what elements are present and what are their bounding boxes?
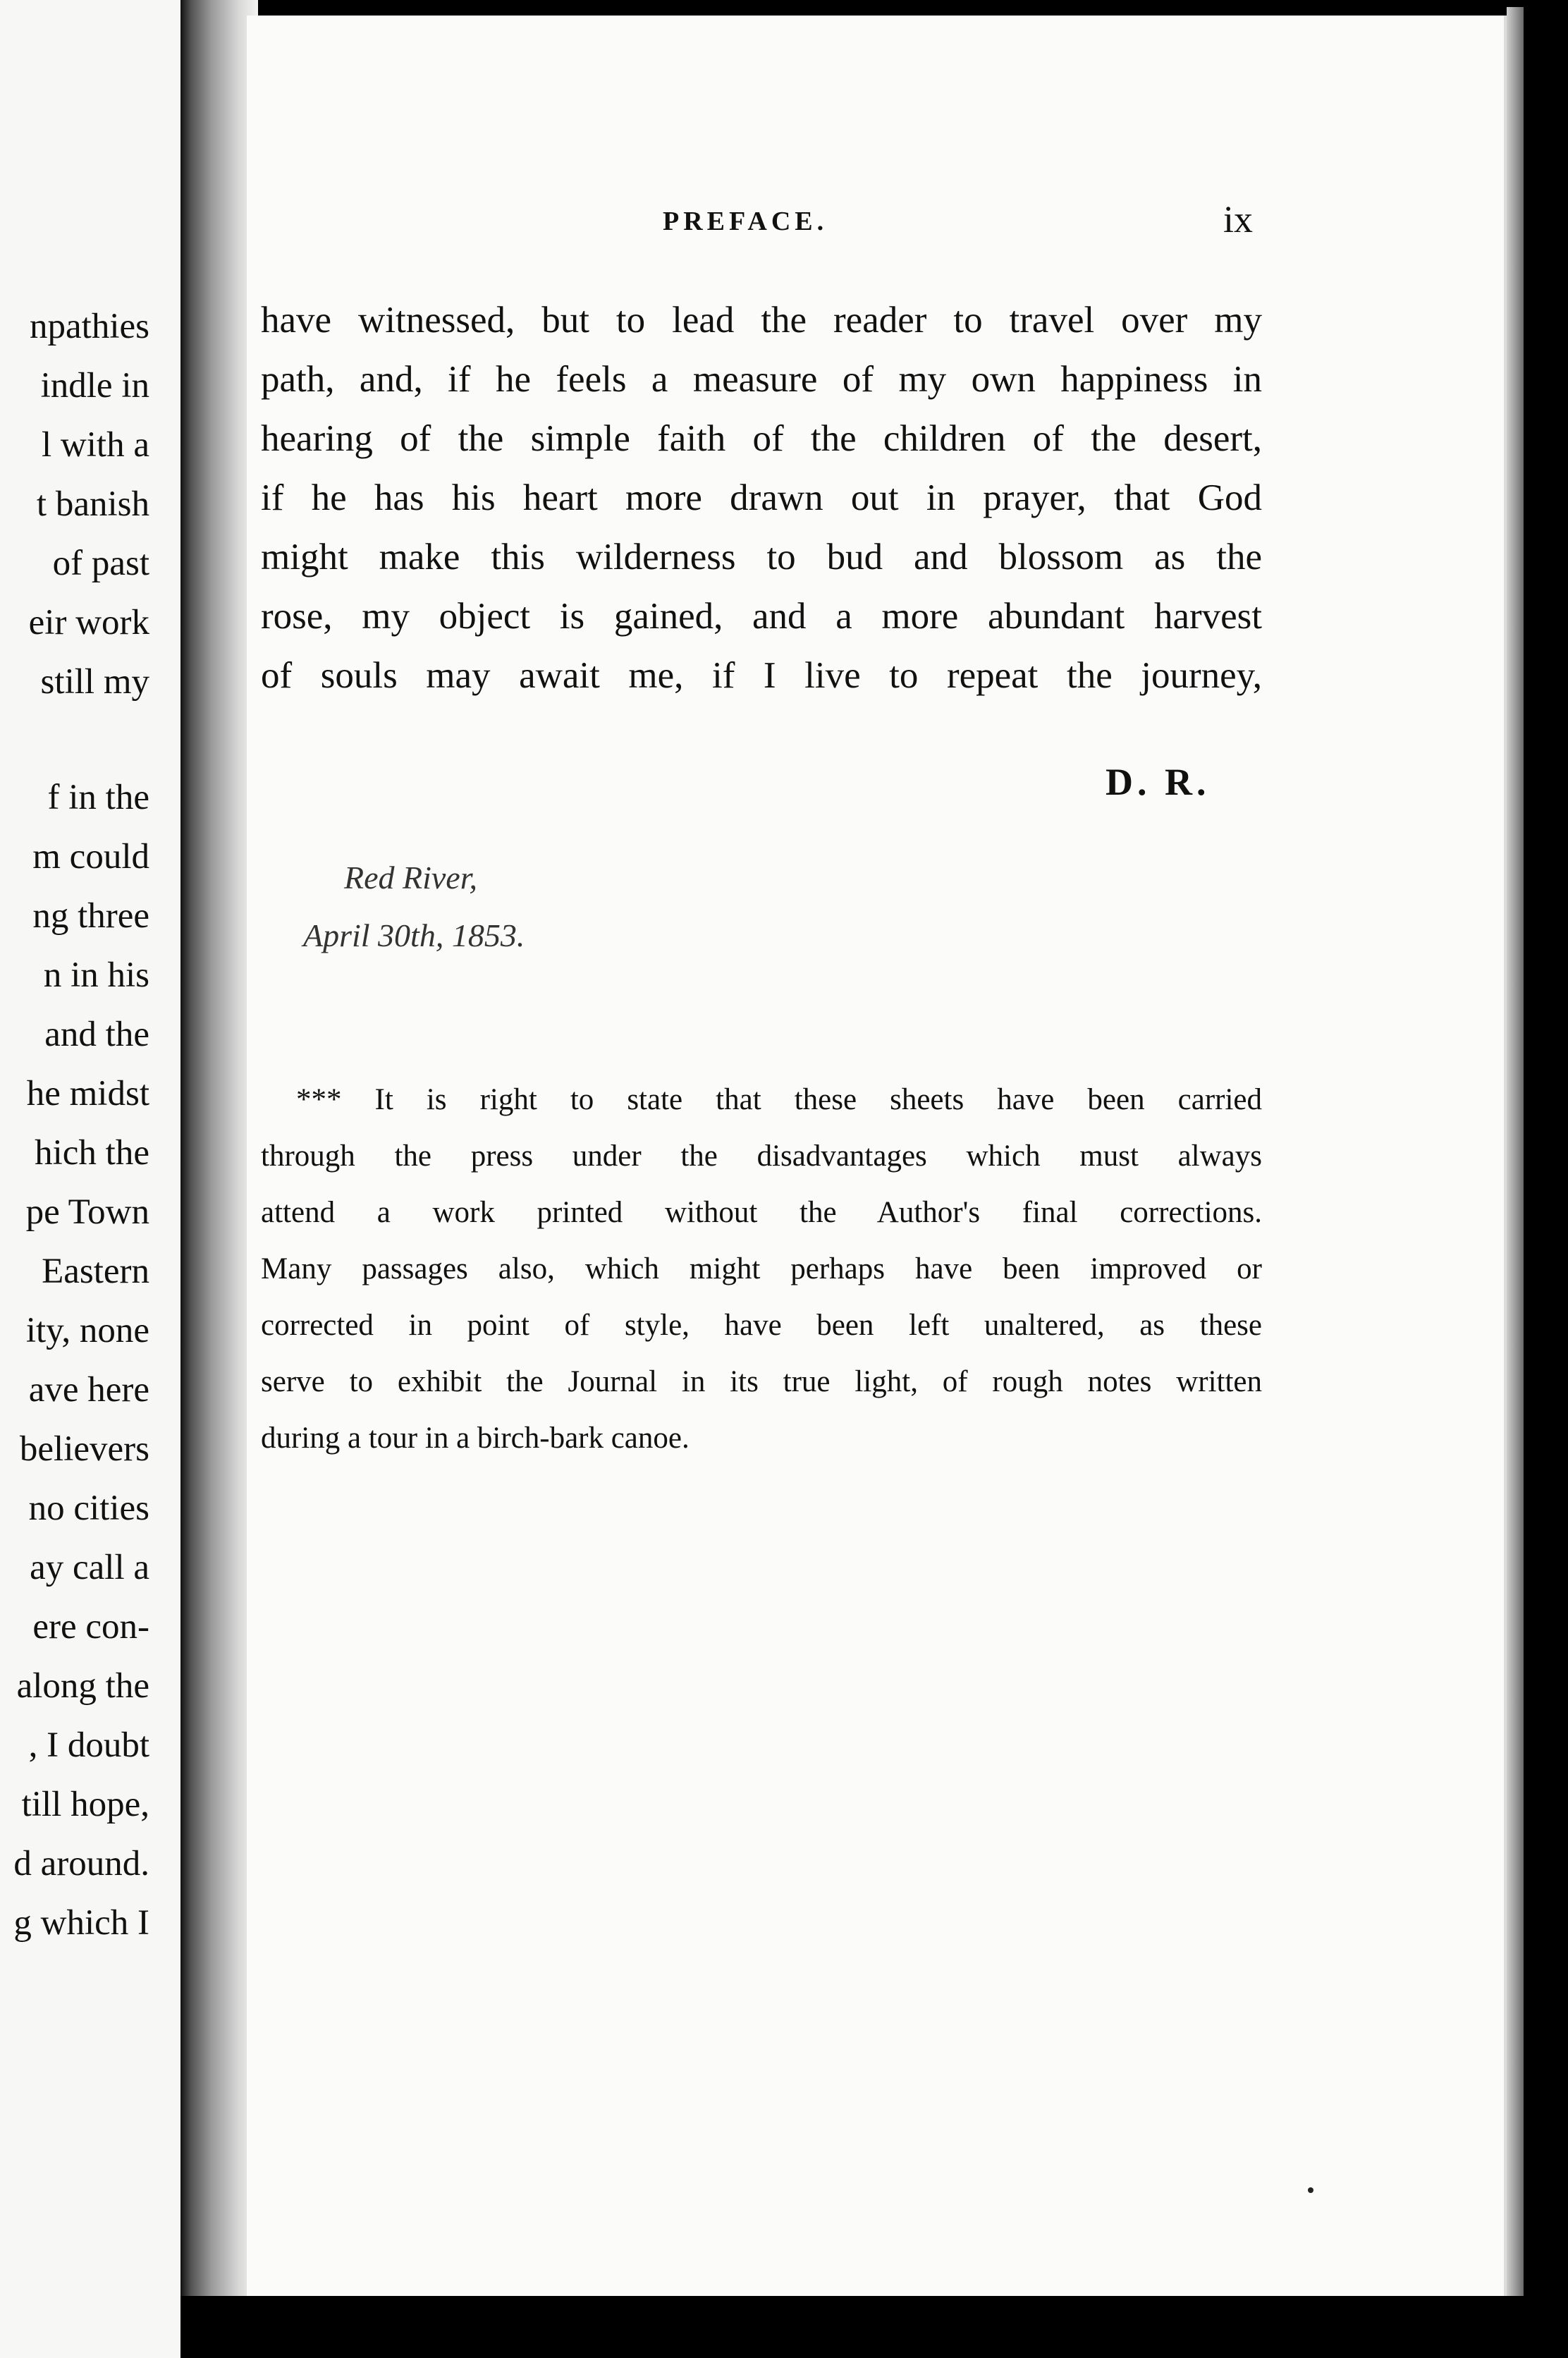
left-page-line: ng three xyxy=(32,896,149,936)
author-initials: D. R. xyxy=(1105,761,1211,803)
left-page-line: f in the xyxy=(47,778,149,817)
left-page-line: d around. xyxy=(13,1844,149,1883)
ink-speck xyxy=(1308,2187,1313,2193)
left-page-line: pe Town xyxy=(25,1192,149,1232)
left-page-line: g which I xyxy=(13,1903,149,1943)
left-page-line: m could xyxy=(32,837,149,876)
editor-note-line: attend a work printed without the Author's final corrections. xyxy=(261,1196,1262,1229)
left-page-line: no cities xyxy=(28,1489,149,1528)
left-page-line: hich the xyxy=(35,1133,149,1173)
left-page-line: ity, none xyxy=(25,1311,149,1350)
editor-note-line: serve to exhibit the Journal in its true light, of rough notes written xyxy=(261,1365,1262,1398)
body-line: of souls may await me, if I live to repeat the journey, xyxy=(261,655,1262,696)
page-number: ix xyxy=(1223,198,1254,240)
left-page-line: indle in xyxy=(40,366,149,405)
left-page-line: ay call a xyxy=(30,1548,149,1587)
page-edge xyxy=(1507,7,1524,2299)
body-line: hearing of the simple faith of the children of the desert, xyxy=(261,418,1262,459)
left-page-line: and the xyxy=(44,1015,149,1054)
dateline-place: Red River, xyxy=(344,860,478,896)
body-line: path, and, if he feels a measure of my own happiness in xyxy=(261,359,1262,400)
left-page-line: till hope, xyxy=(21,1785,149,1824)
running-head: PREFACE. xyxy=(663,207,828,236)
left-page-line: t banish xyxy=(36,484,149,524)
left-page-line: of past xyxy=(52,544,149,583)
editor-note-line: through the press under the disadvantages which must always xyxy=(261,1140,1262,1173)
body-line: if he has his heart more drawn out in prayer, that God xyxy=(261,477,1262,518)
left-page-line: l with a xyxy=(42,425,149,465)
editor-note-line: Many passages also, which might perhaps have been improved or xyxy=(261,1252,1262,1285)
body-line: rose, my object is gained, and a more abundant harvest xyxy=(261,596,1262,637)
left-page-line: npathies xyxy=(30,307,149,346)
left-page-line: Eastern xyxy=(42,1252,149,1291)
left-page-line: along the xyxy=(16,1666,149,1706)
editor-note-line: *** It is right to state that these sheets have been carried xyxy=(296,1083,1262,1116)
left-page-line: believers xyxy=(19,1429,149,1469)
left-page-line: n in his xyxy=(43,955,149,995)
body-line: might make this wilderness to bud and blossom as the xyxy=(261,537,1262,578)
left-page-line: ave here xyxy=(28,1370,149,1410)
body-line: have witnessed, but to lead the reader to travel over my xyxy=(261,300,1262,341)
left-page-line: ere con- xyxy=(32,1607,149,1647)
left-page-line: , I doubt xyxy=(28,1725,149,1765)
dateline-date: April 30th, 1853. xyxy=(303,917,525,953)
previous-page-fragment xyxy=(0,0,185,2358)
left-page-line: eir work xyxy=(28,603,149,642)
left-page-line: he midst xyxy=(26,1074,149,1113)
page-bottom-edge xyxy=(180,2296,1527,2358)
editor-note-line: during a tour in a birch-bark canoe. xyxy=(261,1422,690,1455)
left-page-line: still my xyxy=(40,662,149,702)
editor-note-line: corrected in point of style, have been left unaltered, as these xyxy=(261,1309,1262,1342)
